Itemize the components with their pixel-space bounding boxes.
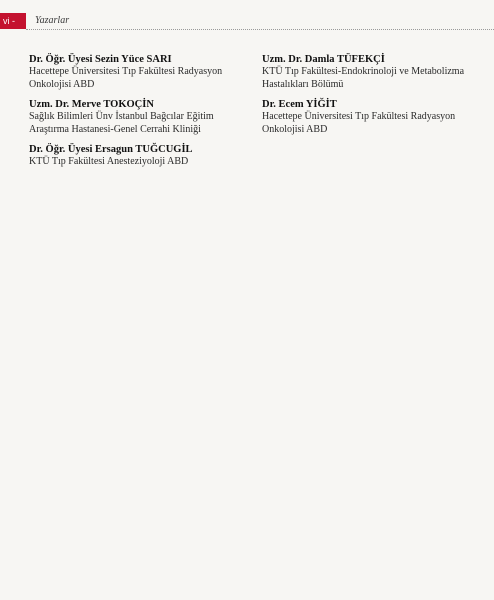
section-title: Yazarlar [35, 15, 70, 26]
authors-column-right [262, 54, 487, 144]
author-entry [29, 144, 254, 169]
author-affiliation: KTÜ Tıp Fakültesi Anesteziyoloji ABD [29, 156, 189, 167]
author-entry [262, 99, 487, 136]
author-entry [29, 99, 254, 136]
authors-column-left [29, 54, 254, 177]
author-name: Dr. Öğr. Üyesi Ersagun TUĞCUGİL [29, 144, 193, 155]
page-number-tab: vi - [0, 13, 26, 29]
author-affiliation: Hacettepe Üniversitesi Tıp Fakültesi Radyasyon Onkolojisi ABD [262, 111, 456, 135]
page-header [0, 13, 494, 29]
header-divider [26, 29, 494, 30]
author-entry [29, 54, 254, 91]
author-affiliation: KTÜ Tıp Fakültesi-Endokrinoloji ve Metabolizma Hastalıkları Bölümü [262, 66, 465, 90]
author-affiliation: Sağlık Bilimleri Ünv İstanbul Bağcılar Eğitim Araştırma Hastanesi-Genel Cerrahi Kliniği [29, 111, 214, 135]
author-name: Uzm. Dr. Merve TOKOÇİN [29, 99, 154, 110]
author-name: Dr. Öğr. Üyesi Sezin Yüce SARI [29, 54, 172, 65]
author-name: Uzm. Dr. Damla TÜFEKÇİ [262, 54, 385, 65]
author-name: Dr. Ecem YİĞİT [262, 99, 337, 110]
author-entry [262, 54, 487, 91]
author-affiliation: Hacettepe Üniversitesi Tıp Fakültesi Radyasyon Onkolojisi ABD [29, 66, 223, 90]
